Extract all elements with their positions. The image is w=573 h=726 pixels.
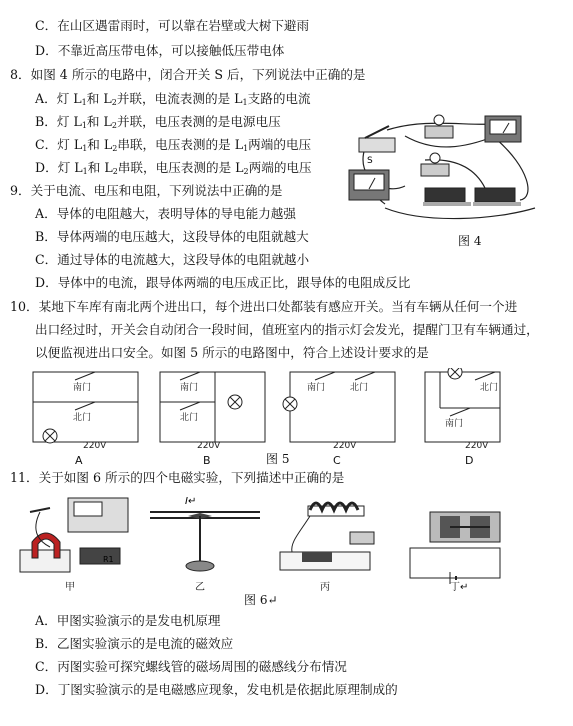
circuit-c-voltage: 220V	[333, 441, 357, 451]
q11-option-b: B．乙图实验演示的是电流的磁效应	[35, 636, 234, 651]
label-ding: 丁↵	[450, 582, 469, 592]
resistor-label: R1	[103, 555, 114, 564]
q8-option-b: B．灯 $L_1$和 $L_2$并联，电压表测的是电源电压	[35, 114, 281, 130]
q10-stem-line-2: 出口经过时，开关会自动闭合一段时间，值班室内的指示灯会发光，提醒门卫有车辆通过，	[35, 322, 539, 337]
lamp-l2	[421, 153, 449, 176]
q11-option-d: D．丁图实验演示的是电磁感应现象，发电机是依据此原理制成的	[35, 682, 398, 697]
voltmeter	[349, 170, 389, 200]
figure-6-experiments	[10, 492, 550, 592]
option-label-b: B	[203, 454, 211, 467]
current-label: I↵	[185, 496, 197, 507]
q11-option-a: A．甲图实验演示的是发电机原理	[35, 613, 221, 628]
figure-6-caption: 图 6↵	[244, 593, 278, 607]
experiment-ding	[410, 512, 500, 584]
q7-option-c: C．在山区遇雷雨时，可以靠在岩壁或大树下避雨	[35, 18, 310, 33]
figure-5-circuits	[25, 368, 505, 468]
q9-stem: 9．关于电流、电压和电阻，下列说法中正确的是	[10, 183, 283, 198]
q11-stem: 11．关于如图 6 所示的四个电磁实验，下列描述中正确的是	[10, 470, 345, 485]
q8-stem: 8．如图 4 所示的电路中，闭合开关 S 后，下列说法中正确的是	[10, 67, 366, 82]
circuit-c-south-label: 南门	[307, 383, 326, 393]
lamp-l1	[425, 115, 453, 138]
label-jia: 甲	[65, 582, 75, 592]
option-label-c: C	[333, 454, 341, 467]
figure-5-caption: 图 5	[266, 452, 290, 466]
circuit-d-south-label: 南门	[445, 419, 464, 429]
option-label-d: D	[465, 454, 474, 467]
circuit-b	[160, 372, 265, 442]
circuit-a-south-label: 南门	[73, 383, 92, 393]
ammeter	[485, 116, 521, 142]
q8-option-d: D．灯 $L_1$和 $L_2$串联，电压表测的是 $L_2$两端的电压	[35, 160, 312, 176]
experiment-bing	[280, 503, 374, 570]
experiment-yi	[150, 512, 260, 571]
q9-option-c: C．通过导体的电流越大，这段导体的电阻就越小	[35, 252, 310, 267]
q11-option-c: C．丙图实验可探究螺线管的磁场周围的磁感线分布情况	[35, 659, 347, 674]
circuit-a-north-label: 北门	[73, 413, 92, 423]
circuit-b-voltage: 220V	[197, 441, 221, 451]
circuit-b-south-label: 南门	[180, 383, 199, 393]
switch-s-label: S	[367, 156, 373, 166]
circuit-d-voltage: 220V	[465, 441, 489, 451]
battery-pack	[423, 188, 521, 206]
figure-4-circuit	[345, 108, 545, 226]
label-yi: 乙	[195, 582, 205, 592]
figure-4-caption: 图 4	[458, 234, 482, 248]
q9-option-d: D．导体中的电流，跟导体两端的电压成正比，跟导体的电阻成反比	[35, 275, 411, 290]
q9-option-b: B．导体两端的电压越大，这段导体的电阻就越大	[35, 229, 309, 244]
q8-option-a: A．灯 $L_1$和 $L_2$并联，电流表测的是 $L_1$支路的电流	[35, 91, 311, 107]
q8-option-c: C．灯 $L_1$和 $L_2$串联，电压表测的是 $L_1$两端的电压	[35, 137, 312, 153]
q9-option-a: A．导体的电阻越大，表明导体的导电能力越强	[35, 206, 296, 221]
circuit-a-voltage: 220V	[83, 441, 107, 451]
label-bing: 丙	[320, 582, 330, 592]
q7-option-d: D．不靠近高压带电体，可以接触低压带电体	[35, 43, 285, 58]
option-label-a: A	[75, 454, 83, 467]
circuit-c-north-label: 北门	[350, 383, 369, 393]
circuit-c	[283, 372, 395, 442]
circuit-d-north-label: 北门	[480, 383, 499, 393]
switch-s	[359, 126, 395, 152]
circuit-b-north-label: 北门	[180, 413, 199, 423]
q10-stem-line-1: 10．某地下车库有南北两个进出口，每个进出口处都装有感应开关。当有车辆从任何一个进	[10, 299, 518, 314]
q10-stem-line-3: 以便监视进出口安全。如图 5 所示的电路图中，符合上述设计要求的是	[35, 345, 429, 360]
circuit-d	[425, 368, 500, 442]
